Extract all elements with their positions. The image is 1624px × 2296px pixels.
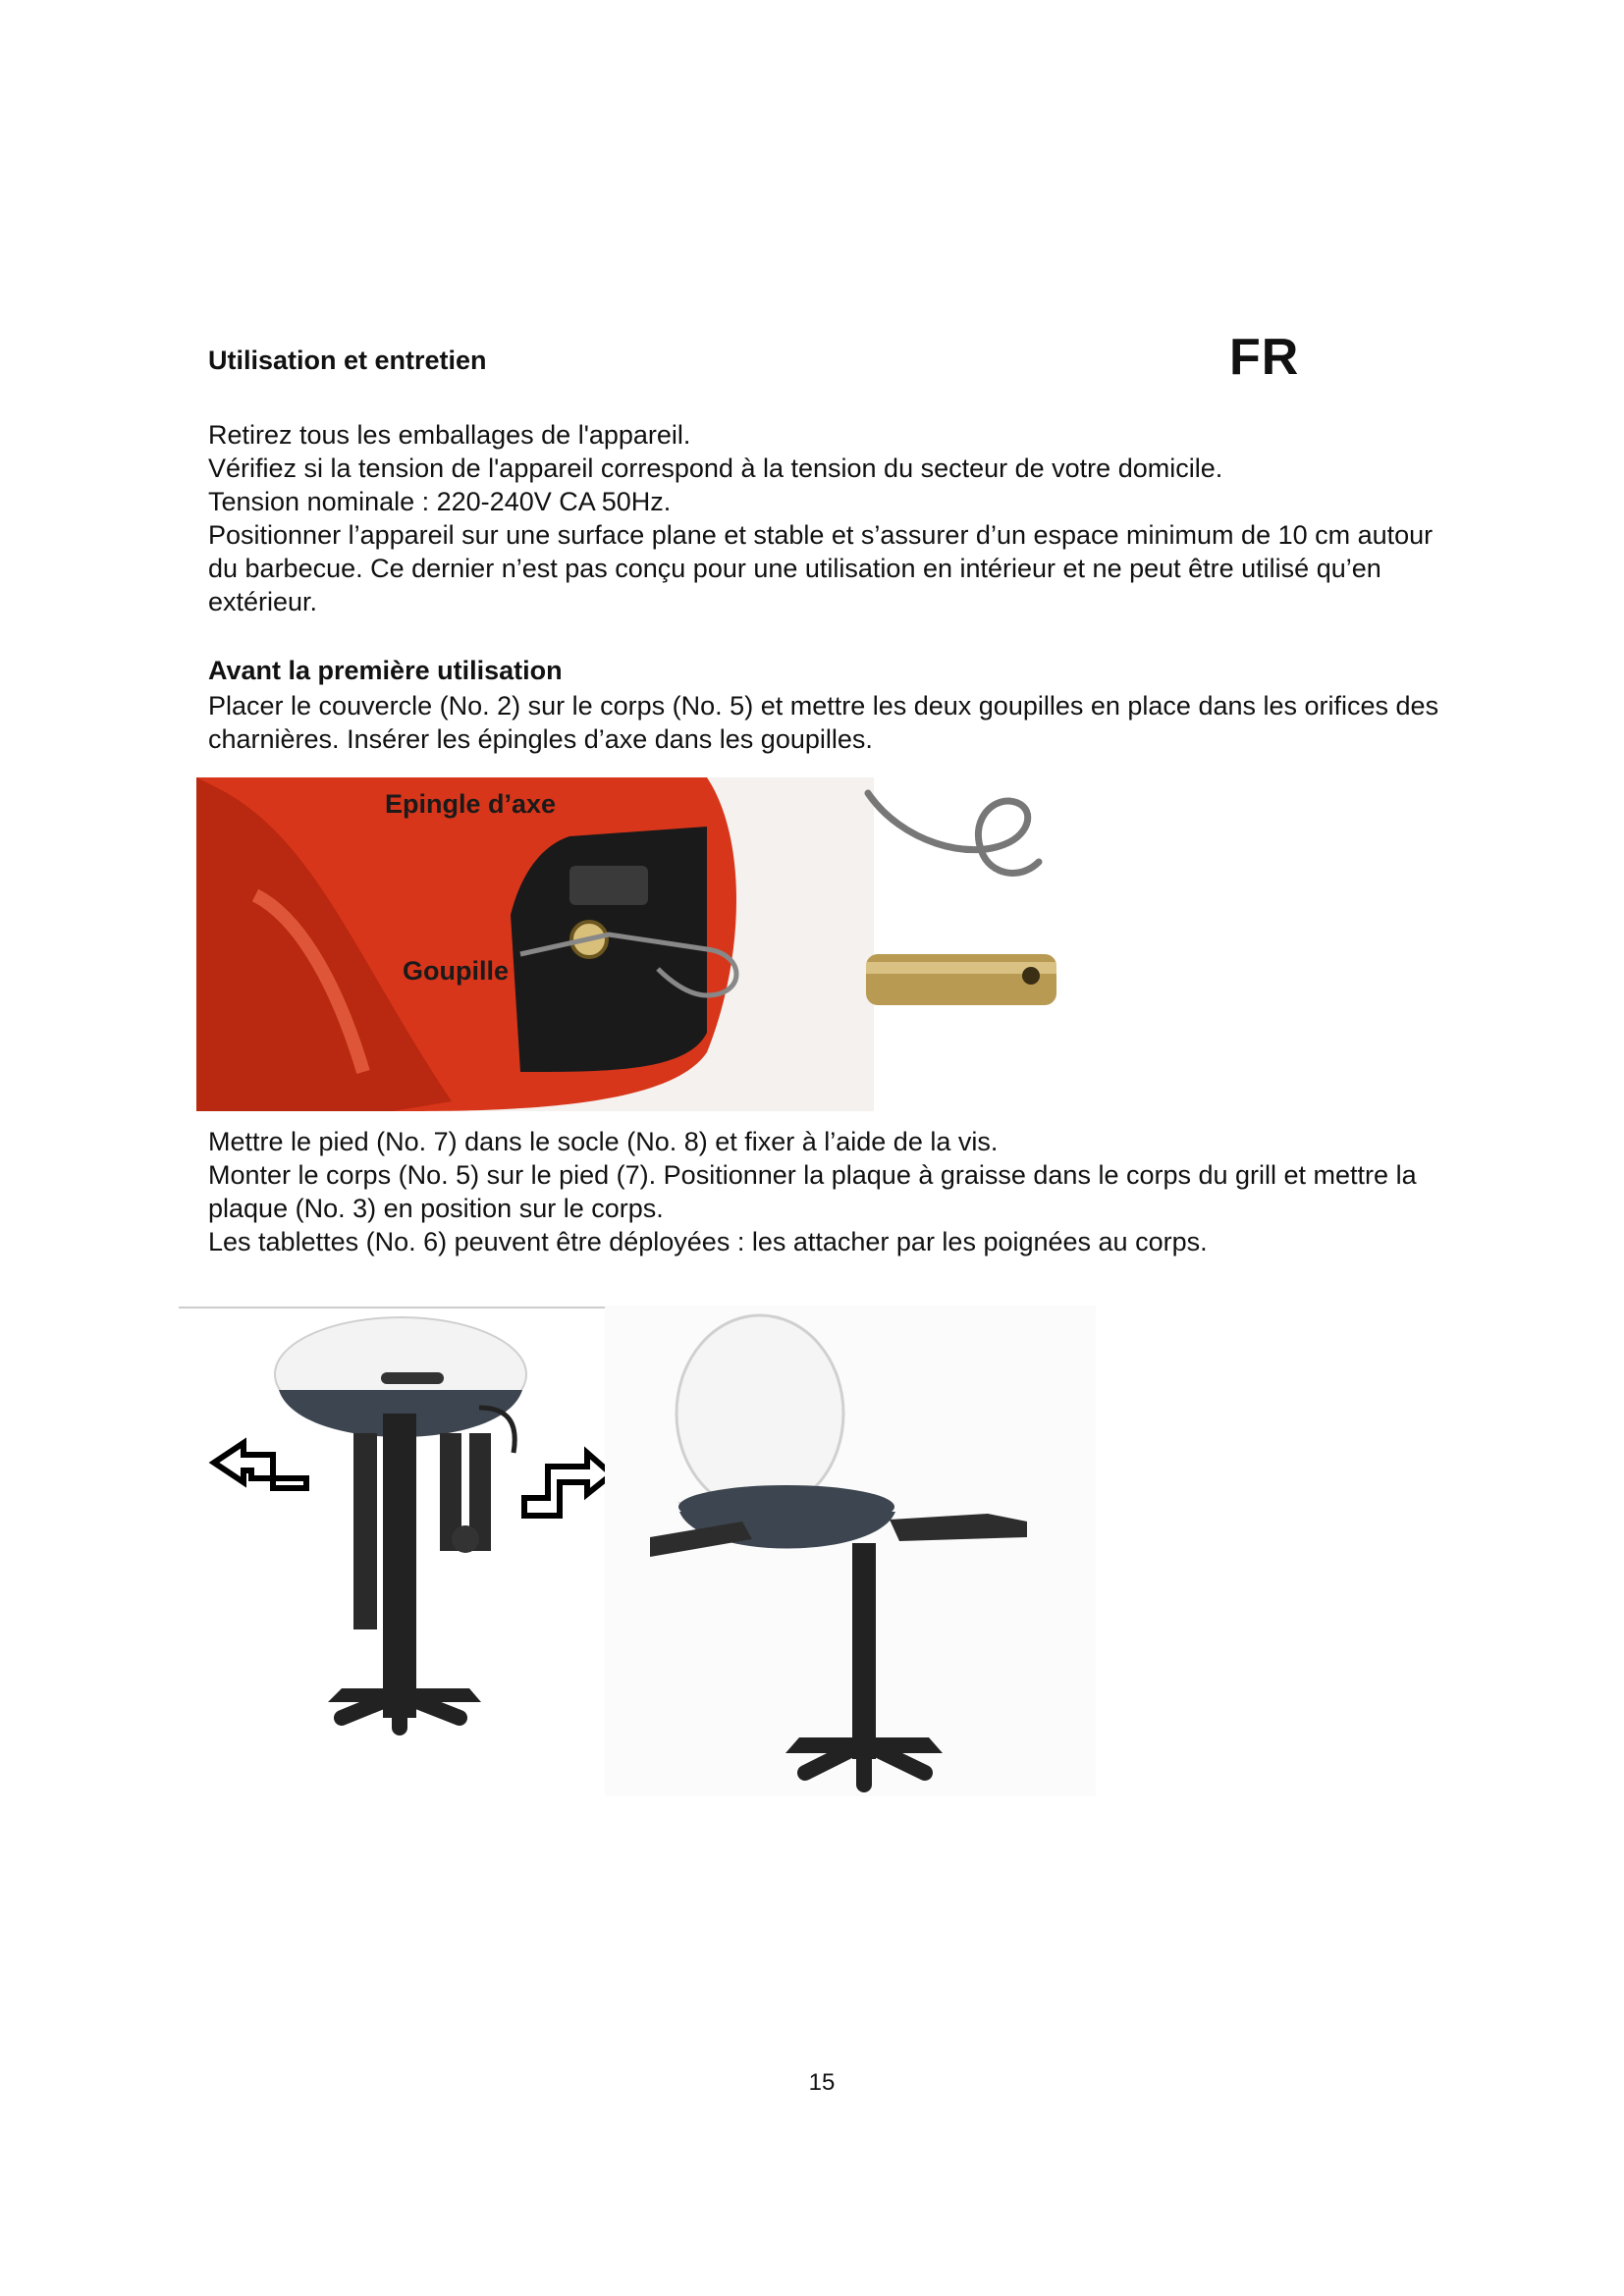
intro-text [208, 418, 1445, 618]
intro-line: Vérifiez si la tension de l'appareil correspond à la tension du secteur de votre domicile. [208, 454, 1223, 483]
assembly-line: Les tablettes (No. 6) peuvent être déployées : les attacher par les poignées au corps. [208, 1227, 1208, 1256]
grill-folded-photo [175, 1306, 646, 1757]
page-number: 15 [808, 2069, 836, 2096]
assembly-line: Mettre le pied (No. 7) dans le socle (No. 8) et fixer à l’aide de la vis. [208, 1127, 999, 1156]
grill-deployed-photo [605, 1306, 1096, 1796]
assembly-line: Monter le corps (No. 5) sur le pied (7). Positionner la plaque à graisse dans le corps du grill et mettre la plaque (No. 3) en position sur le corps. [208, 1160, 1417, 1223]
language-code: FR [1229, 329, 1300, 386]
intro-line: Retirez tous les emballages de l'appareil. [208, 420, 691, 450]
goupille-label: Goupille [403, 956, 509, 986]
assembly-text [208, 1125, 1445, 1258]
section-title: Utilisation et entretien [208, 346, 487, 375]
pin-label: Epingle d’axe [385, 789, 557, 819]
goupille-photo [866, 948, 1062, 1013]
first-use-text: Placer le couvercle (No. 2) sur le corps (No. 5) et mettre les deux goupilles en place dans les orifices des charnières. Insérer les épingles d’axe dans les goupilles. [208, 691, 1439, 754]
intro-line: Tension nominale : 220-240V CA 50Hz. [208, 487, 672, 516]
hinge-closeup-photo [196, 777, 874, 1111]
intro-line: Positionner l’appareil sur une surface plane et stable et s’assurer d’un espace minimum de 10 cm autour du barbecue. Ce dernier n’est pas conçu pour une utilisation en intérieur et ne peut être utilisé qu’en extérieur. [208, 520, 1434, 616]
first-use-heading: Avant la première utilisation [208, 656, 563, 685]
axle-pin-photo [862, 783, 1058, 891]
